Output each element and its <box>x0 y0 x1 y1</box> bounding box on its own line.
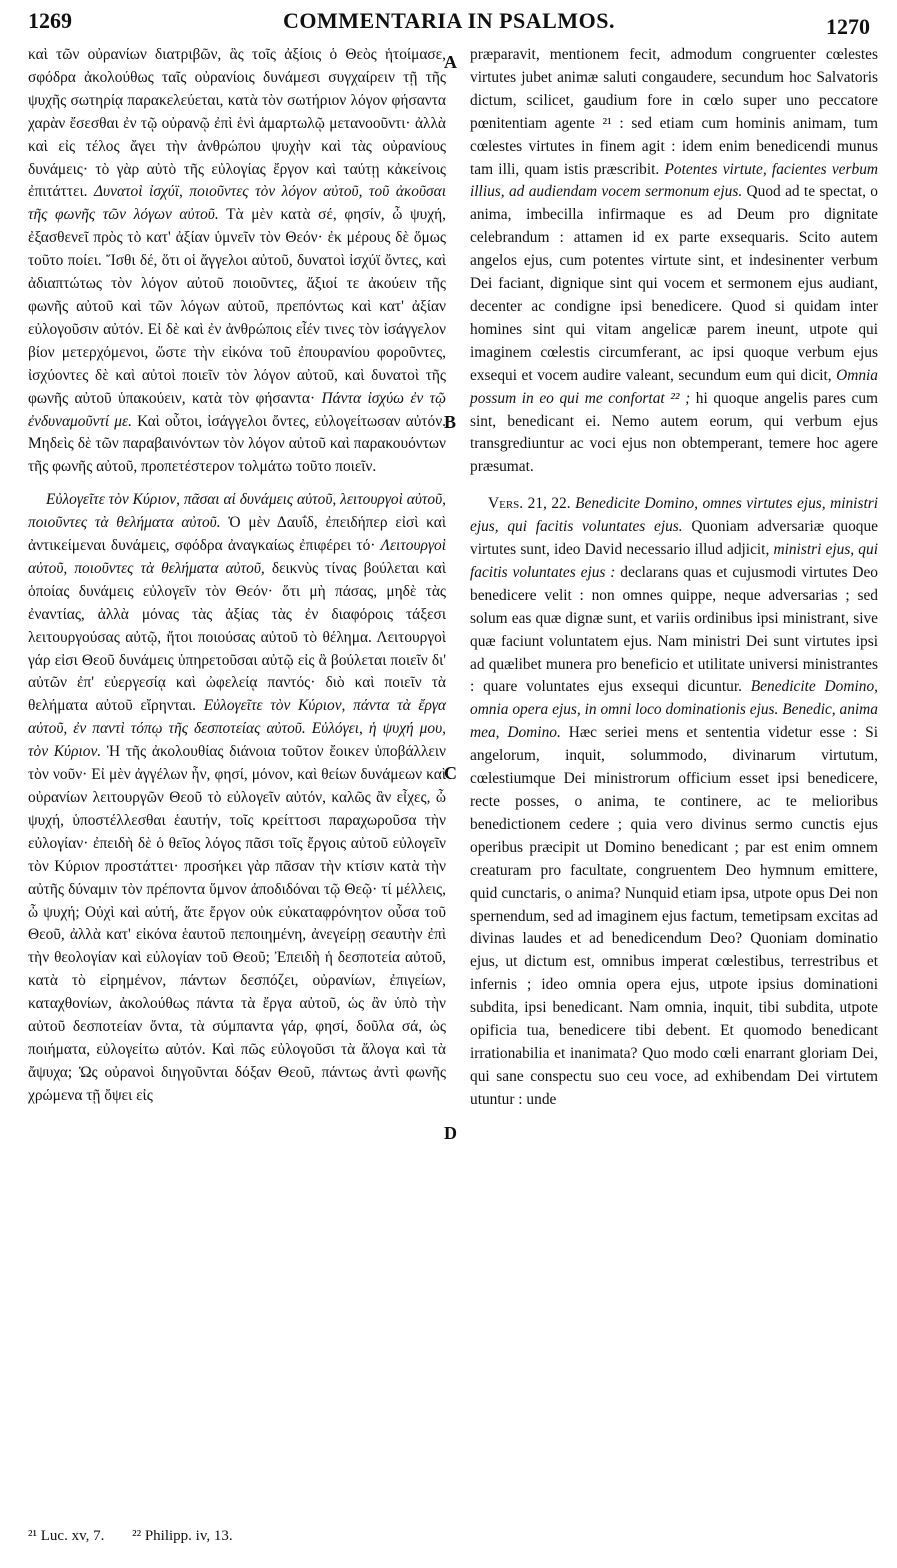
verse-reference: Vers. 21, 22. <box>488 495 571 513</box>
section-marker-d: D <box>444 1123 457 1143</box>
footnote: ²¹ Luc. xv, 7. <box>28 1528 105 1544</box>
latin-column <box>470 44 878 1122</box>
running-title: COMMENTARIA IN PSALMOS. <box>283 8 615 33</box>
page-number-left: 1269 <box>28 8 72 33</box>
section-marker-c: C <box>444 763 457 783</box>
footnote: ²² Philipp. iv, 13. <box>132 1528 233 1544</box>
greek-paragraph: καὶ τῶν οὐρανίων διατριβῶν, ἃς τοῖς ἀξίοις ὁ Θεὸς ἡτοίμασε, σφόδρα ἀκολούθως ταῖς οὐρανίοις δυνάμεσι συγχαίρειν τῇ τῆς ψυχῆς σωτηρίᾳ παρακελεύεται, κατὰ τὸν σωτήριον λόγον φήσαντα χαρὰν ἔσεσθαι ἐν τῷ οὐρανῷ ἐπὶ ἑνὶ ἁμαρτωλῷ μετανοοῦντι· ἀλλὰ καὶ εἰς τέλος ἄγει τὴν ἀνθρώπου ψυχὴν καὶ τὰς οὐρανίους δυνάμεις· τὸ γὰρ αὐτὸ τῆς εὐλογίας ἔργον καὶ ταύτῃ κἀκείνοις ἐπιτάττει. Δυνατοὶ ἰσχύϊ, ποιοῦντες τὸν λόγον αὐτοῦ, τοῦ ἀκοῦσαι τῆς φωνῆς τῶν λόγων αὐτοῦ. Τὰ μὲν κατὰ σέ, φησίν, ὦ ψυχή, ἐξασθενεῖ πρὸς τὸ κατ' ἀξίαν ὑμνεῖν τὸν Θεόν· ἐκ μέρους δὲ ὅμως τοῦτο ποίει. Ἴσθι δέ, ὅτι οἱ ἄγγελοι αὐτοῦ, δυνατοὶ ἰσχύϊ ὄντες, καὶ ἀδιαπτώτως τὸν λόγον αὐτοῦ ποιοῦντες, ἄξιοί τε ἀκούειν τῆς φωνῆς αὐτοῦ καὶ τῶν λόγων αὐτοῦ, πρεπόντως καὶ κατ' ἀξίαν εὐλογοῦσιν αὐτόν. Εἰ δὲ καὶ ἐν ἀνθρώποις εἶέν τινες τὸν ἰσάγγελον βίον μετερχόμενοι, ὥστε τὴν εἰκόνα τοῦ ἐπουρανίου φοροῦντες, ἰσχύοντες δὲ καὶ αὐτοὶ ποιεῖν τὸν λόγον αὐτοῦ, καὶ δυνατοὶ τῆς φωνῆς αὐτοῦ ὑπακούειν, κατὰ τὸν φήσαντα· Πάντα ἰσχύω ἐν τῷ ἐνδυναμοῦντί με. Καὶ οὗτοι, ἰσάγγελοι ὄντες, εὐλογείτωσαν αὐτόν. Μηδεὶς δὲ τῶν παραβαινόντων τὸν λόγον αὐτοῦ καὶ παρακουόντων τῆς φωνῆς αὐτοῦ, προπετέστερον τολμάτω τοῦτο ποιεῖν. <box>28 46 446 476</box>
page-header <box>28 8 870 38</box>
latin-paragraph: præparavit, mentionem fecit, admodum congruenter cœlestes virtutes jubet animæ saluti congaudere, secundum hoc Salvatoris dictum, scilicet, gaudium fore in cœlo super uno peccatore pœnitentiam agente ²¹ : sed etiam cum hominis animam, tum cœlestes virtutes in finem agit : idem enim benedicendi munus tam illi, quam istis præscribit. Potentes virtute, facientes verbum illius, ad audiendam vocem sermonum ejus. Quod ad te spectat, o anima, imbecilla infirmaque es ad Deum pro dignitate celebrandum : attamen id ex parte exsequaris. Scito autem angelos ejus, cum potentes virtute sint, et indesinenter verbum Dei faciant, dignique sint qui vocem et sermonem ejus audiant, decenter ac condigne ipsi benedicere. Quod si quidam inter homines sint qui vitam angelicæ parem ineunt, utpote qui imaginem cœlestis circumferant, ac ipsi quoque verbum ejus exsequi et vocem audire valeant, secundum eum qui dicit, Omnia possum in eo qui me confortat ²² ; hi quoque angelis pares cum sint, benedicant ei. Nemo autem eorum, qui verbum ejus transgrediuntur ac voci ejus non obtemperant, temere hoc agere præsumat. <box>470 46 879 476</box>
section-marker-a: A <box>444 52 457 72</box>
page-number-right: 1270 <box>826 14 870 39</box>
greek-column <box>28 44 446 1118</box>
footnotes <box>28 1528 257 1545</box>
greek-paragraph: Εὐλογεῖτε τὸν Κύριον, πᾶσαι αἱ δυνάμεις αὐτοῦ, λειτουργοὶ αὐτοῦ, ποιοῦντες τὰ θελήματα αὐτοῦ. Ὁ μὲν Δαυΐδ, ἐπειδήπερ εἰσὶ καὶ ἀντικείμεναι δυνάμεις, σφόδρα ἀναγκαίως ἐπιφέρει τό· Λειτουργοὶ αὐτοῦ, ποιοῦντες τὰ θελήματα αὐτοῦ, δεικνὺς τίνας βούλεται καὶ ὁποίας δυνάμεις εὐλογεῖν τὸν Θεόν· ὅτι μὴ πάσας, μηδὲ τὰς ἐναντίας, ἀλλὰ μόνας τὰς ἀξίας τὰς ἐν διαφόροις τάξεσι λειτουργούσας αὐτῷ, ἤτοι ποιούσας αὐτοῦ τὸ θέλημα. Λειτουργοὶ γάρ εἰσι Θεοῦ δυνάμεις ὑπηρετοῦσαι αὐτῷ εἰς ἃ βούλεται ποιεῖν δι' αὐτῶν ἐπ' εὐεργεσίᾳ καὶ ὠφελείᾳ παντός· διὸ καὶ ποιεῖν τὰ θελήματα αὐτοῦ εἴρηνται. Εὐλογεῖτε τὸν Κύριον, πάντα τὰ ἔργα αὐτοῦ, ἐν παντὶ τόπῳ τῆς δεσποτείας αὐτοῦ. Εὐλόγει, ἡ ψυχή μου, τὸν Κύριον. Ἡ τῆς ἀκολουθίας διάνοια τοῦτον ἔοικεν ὑποβάλλειν τὸν νοῦν· Εἰ μὲν ἀγγέλων ἦν, φησί, μόνον, καὶ θείων δυνάμεων καὶ οὐρανίων λειτουργῶν Θεοῦ τὸ εὐλογεῖν αὐτόν, καλῶς ἂν εἶχες, ὦ ψυχή, ὑποστέλλεσθαι ἑαυτήν, τοῖς κρείττοσι παραχωροῦσα τὴν εὐλογίαν· ἐπειδὴ δὲ ὁ θεῖος λόγος πᾶσι τοῖς ἔργοις αὐτοῦ εὐλογεῖν τὸν Κύριον προστάττει· προσήκει γὰρ πᾶσαν τὴν κτίσιν κατὰ τὴν αὐτῆς δύναμιν τὸν πρέποντα ὕμνον ἀποδιδόναι τῷ Θεῷ· τί μέλλεις, ὦ ψυχή; Οὐχὶ καὶ αὐτή, ἅτε ἔργον οὐκ εὐκαταφρόνητον οὖσα τοῦ Θεοῦ, ἀλλὰ κατ' εἰκόνα ἑαυτοῦ πεποιημένη, ἀνεγείρῃ σεαυτὴν ἐπὶ τὴν θεολογίαν καὶ εὐλογίαν τοῦ Θεοῦ; Ἐπειδὴ ἡ δεσποτεία αὐτοῦ, κατὰ τὸ εἰρημένον, πάντων δεσπόζει, οὐρανίων, ἐπιγείων, καταχθονίων, ἀκολούθως πάντα τὰ ἔργα αὐτοῦ, ὡς ἂν ὑπὸ τὴν αὐτοῦ δεσποτείαν ὄντα, τὰ σύμπαντα γάρ, φησί, δοῦλα σά, ὡς ποιήματα, εὐλογείτω αὐτόν. Καὶ πῶς εὐλογοῦσι τὰ ἄλογα καὶ τὰ ἄψυχα; Ὡς οὐρανοὶ διηγοῦνται δόξαν Θεοῦ, πάντως ἀντὶ φωνῆς χρώμενα τῇ ὄψει εἰς <box>28 491 446 1104</box>
latin-paragraph: Vers. 21, 22. Benedicite Domino, omnes virtutes ejus, ministri ejus, qui facitis voluntates ejus. Quoniam adversariæ quoque virtutes sunt, ideo David necessario illud adjicit, ministri ejus, qui facitis voluntates ejus : declarans quas et cujusmodi virtutes Deo benedicere velit : non omnes quippe, neque adversarias ; sed solum eas quæ dignæ sunt, et variis ordinibus ipsi ministrant, sive quæ faciunt voluntatem ejus. Nam ministri Dei sunt virtutes ipsi ad quælibet munera pro beneficio et utilitate universi ministrantes : quare voluntates ejus exsequi dicuntur. Benedicite Domino, omnia opera ejus, in omni loco dominationis ejus. Benedic, anima mea, Domino. Hæc seriei mens et sententia videtur esse : Si angelorum, inquit, solummodo, divinarum virtutum, cœlestiumque Dei ministrorum officium esset ipsi benedicere, recte posses, o anima, te continere, ac te melioribus benedictionem cedere ; quia vero divinus sermo cunctis ejus operibus præcipit ut Domino benedicant ; par est enim omnem creaturam pro facultate, congruentem Deo hymnum emittere, quid cunctaris, o anima? Nunquid etiam ipsa, utpote opus Dei non spernendum, sed ad imaginem ejus factum, temetipsam excitas ad divinas laudes et ad benedicendum Deo? Quoniam dominatio ejus, ut dictum est, omnibus imperat cœlestibus, terrestribus et infernis ; ideo omnia opera ejus, utpote ipsius dominationi subdita, ipsi benedicant. Nam omnia, inquit, tibi subdita, utpote opificia tua, benedicere tibi debent. Et quomodo benedicant irrationabilia et inanimata? Quo modo cœli enarrant gloriam Dei, qui sane conspectu suo ceu voce, ad exhibendam Dei virtutem utuntur : unde <box>470 495 879 1108</box>
section-marker-b: B <box>444 412 457 432</box>
